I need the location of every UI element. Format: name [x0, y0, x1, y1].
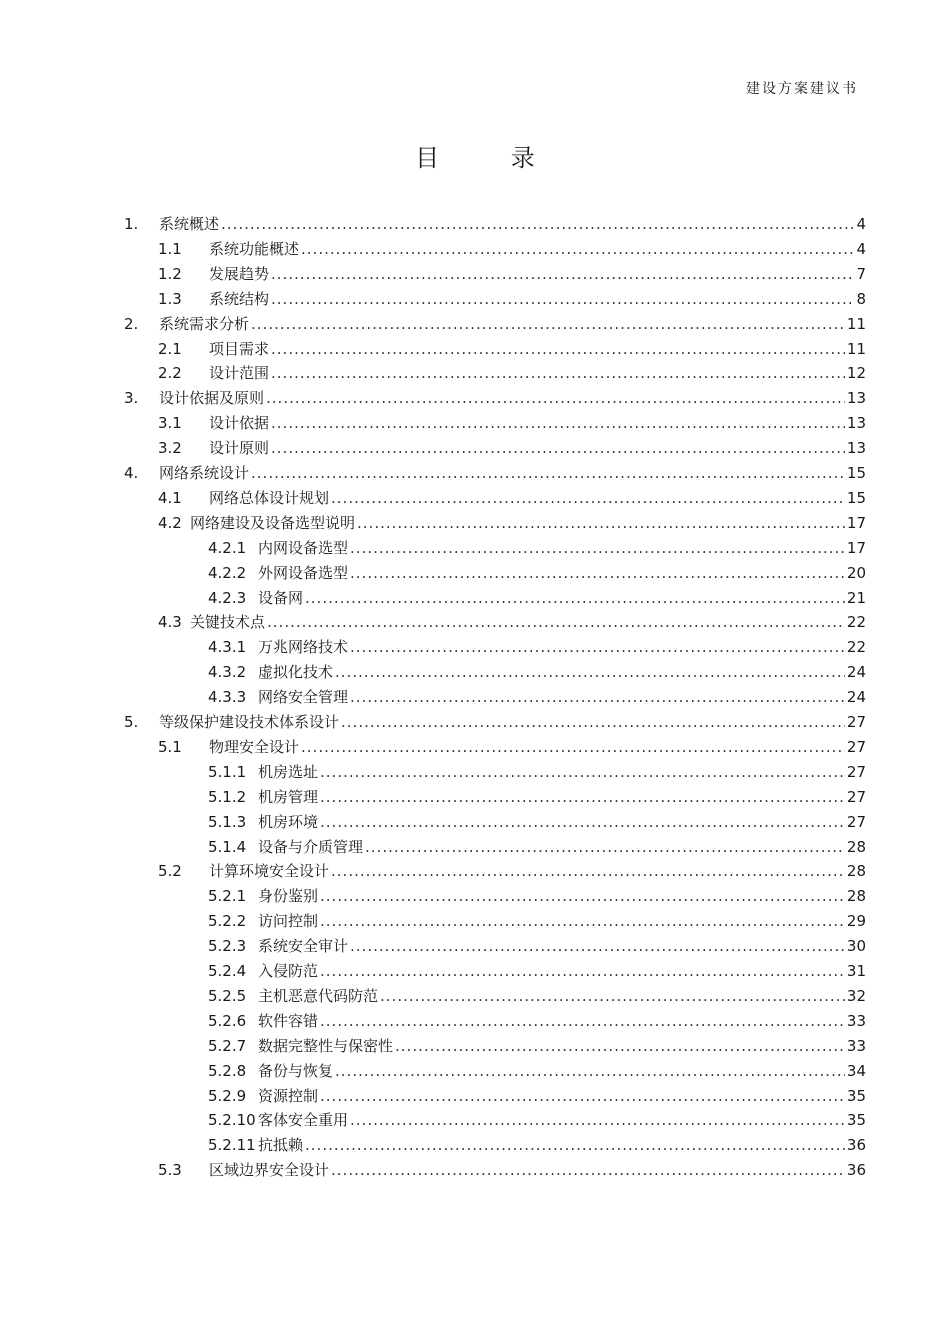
- toc-entry-page: 22: [846, 638, 866, 657]
- toc-entry-page: 8: [856, 289, 866, 308]
- toc-dot-leader: [221, 213, 854, 235]
- toc-dot-leader: [320, 811, 845, 833]
- toc-entry[interactable]: [158, 487, 866, 509]
- toc-entry[interactable]: [158, 437, 866, 459]
- toc-dot-leader: [320, 885, 845, 907]
- toc-entry-number: 5.2.10: [208, 1111, 256, 1130]
- toc-entry-number: 4.: [124, 464, 139, 482]
- toc-dot-leader: [271, 263, 854, 285]
- toc-entry-page: 28: [846, 837, 866, 856]
- toc-entry-title: 等级保护建设技术体系设计: [159, 713, 340, 731]
- toc-entry-title: 系统功能概述: [209, 239, 300, 258]
- toc-dot-leader: [357, 512, 845, 534]
- toc-entry-title: 万兆网络技术: [258, 638, 349, 657]
- toc-entry-title: 主机恶意代码防范: [258, 986, 379, 1005]
- toc-dot-leader: [301, 736, 845, 758]
- toc-entry-title: 设计依据: [209, 414, 270, 433]
- toc-entry-number: 4.2.1: [208, 538, 247, 557]
- toc-entry-page: 13: [846, 439, 866, 458]
- toc-entry-number: 1.3: [158, 289, 182, 308]
- toc-entry-number: 5.1.3: [208, 812, 247, 831]
- toc-entry-page: 27: [846, 787, 866, 806]
- toc-dot-leader: [335, 661, 845, 683]
- toc-entry[interactable]: [208, 1060, 866, 1082]
- toc-entry-page: 34: [846, 1061, 866, 1080]
- toc-entry-page: 21: [846, 588, 866, 607]
- toc-entry-number: 3.2: [158, 439, 182, 458]
- toc-entry-number: 4.1: [158, 488, 182, 507]
- toc-entry-page: 24: [846, 663, 866, 682]
- toc-entry-page: 27: [846, 812, 866, 831]
- toc-entry-title: 发展趋势: [209, 264, 270, 283]
- toc-entry-title: 网络总体设计规划: [209, 488, 330, 507]
- toc-entry-page: 24: [846, 688, 866, 707]
- toc-entry-title: 资源控制: [258, 1086, 319, 1105]
- toc-entry-title: 设计依据及原则: [159, 389, 265, 408]
- toc-entry[interactable]: [124, 462, 866, 484]
- toc-entry-title: 外网设备选型: [258, 563, 349, 582]
- toc-entry-page: 33: [846, 1036, 866, 1055]
- toc-entry-page: 33: [846, 1011, 866, 1030]
- toc-entry[interactable]: [158, 860, 866, 882]
- toc-entry-page: 36: [846, 1161, 866, 1180]
- toc-dot-leader: [350, 935, 845, 957]
- toc-entry-number: 4.3.1: [208, 638, 247, 657]
- toc-entry-page: 15: [846, 464, 866, 482]
- toc-dot-leader: [320, 761, 845, 783]
- toc-entry[interactable]: [158, 288, 866, 310]
- toc-dot-leader: [350, 1109, 845, 1131]
- toc-entry-number: 5.2.2: [208, 912, 247, 931]
- toc-entry-page: 12: [846, 364, 866, 383]
- toc-entry-title: 网络安全管理: [258, 688, 349, 707]
- toc-dot-leader: [380, 985, 845, 1007]
- page-title: 目 录: [415, 144, 567, 172]
- toc-dot-leader: [320, 910, 845, 932]
- toc-entry[interactable]: [208, 1035, 866, 1057]
- toc-entry-page: 17: [846, 538, 866, 557]
- toc-entry[interactable]: [124, 387, 866, 409]
- toc-dot-leader: [331, 1159, 845, 1181]
- toc-dot-leader: [271, 338, 845, 360]
- toc-entry-title: 机房环境: [258, 812, 319, 831]
- toc-entry-number: 5.2.4: [208, 962, 247, 980]
- toc-entry-page: 30: [846, 937, 866, 956]
- toc-entry-title: 区域边界安全设计: [209, 1161, 330, 1180]
- toc-entry[interactable]: [158, 263, 866, 285]
- toc-entry-page: 20: [846, 563, 866, 582]
- toc-dot-leader: [350, 562, 845, 584]
- toc-entry[interactable]: [158, 611, 866, 633]
- toc-dot-leader: [271, 362, 845, 384]
- toc-entry-number: 5.2.6: [208, 1011, 247, 1030]
- toc-entry-page: 4: [856, 239, 866, 258]
- toc-entry-number: 5.2.1: [208, 887, 247, 906]
- toc-entry-page: 11: [846, 339, 866, 358]
- toc-entry[interactable]: [208, 811, 866, 833]
- toc-entry-title: 备份与恢复: [258, 1061, 334, 1080]
- toc-entry-title: 计算环境安全设计: [209, 862, 330, 881]
- toc-entry-page: 22: [846, 613, 866, 632]
- toc-entry-page: 13: [846, 414, 866, 433]
- toc-entry-number: 4.2.3: [208, 588, 247, 607]
- toc-dot-leader: [335, 1060, 845, 1082]
- toc-entry[interactable]: [158, 736, 866, 758]
- toc-entry-title: 抗抵赖: [258, 1136, 304, 1155]
- toc-entry[interactable]: [208, 1010, 866, 1032]
- toc-dot-leader: [251, 462, 845, 484]
- toc-entry[interactable]: [208, 686, 866, 708]
- toc-entry-title: 项目需求: [209, 339, 270, 358]
- toc-entry[interactable]: [208, 761, 866, 783]
- toc-dot-leader: [341, 711, 845, 733]
- toc-entry-number: 4.3.3: [208, 688, 247, 707]
- toc-entry[interactable]: [208, 587, 866, 609]
- toc-dot-leader: [320, 960, 845, 982]
- toc-dot-leader: [271, 437, 845, 459]
- toc-entry-number: 5.3: [158, 1161, 182, 1180]
- toc-dot-leader: [320, 1085, 845, 1107]
- toc-entry-page: 17: [846, 513, 866, 532]
- toc-dot-leader: [350, 537, 845, 559]
- toc-entry-number: 5.2.3: [208, 937, 247, 956]
- toc-entry-title: 数据完整性与保密性: [258, 1036, 394, 1055]
- toc-entry-number: 5.1: [158, 737, 182, 756]
- toc-entry-title: 网络建设及设备选型说明: [190, 513, 356, 532]
- toc-entry[interactable]: [208, 985, 866, 1007]
- toc-entry[interactable]: [208, 786, 866, 808]
- toc-dot-leader: [271, 412, 845, 434]
- toc-dot-leader: [350, 636, 845, 658]
- toc-entry-title: 设备与介质管理: [258, 837, 364, 856]
- toc-entry[interactable]: [124, 313, 866, 335]
- toc-entry-number: 1.: [124, 215, 139, 233]
- toc-entry-page: 35: [846, 1111, 866, 1130]
- toc-entry-number: 2.: [124, 314, 139, 333]
- toc-entry[interactable]: [124, 711, 866, 733]
- toc-entry-title: 设计原则: [209, 439, 270, 458]
- toc-entry-page: 29: [846, 912, 866, 931]
- toc-entry-page: 27: [846, 737, 866, 756]
- toc-entry-title: 物理安全设计: [209, 737, 300, 756]
- toc-entry-title: 机房管理: [258, 787, 319, 806]
- toc-entry[interactable]: [208, 910, 866, 932]
- toc-entry[interactable]: [208, 960, 866, 982]
- toc-dot-leader: [271, 288, 854, 310]
- toc-entry-page: 15: [846, 488, 866, 507]
- toc-entry[interactable]: [208, 1134, 866, 1156]
- toc-entry-number: 4.2.2: [208, 563, 247, 582]
- toc-dot-leader: [331, 487, 845, 509]
- toc-entry-title: 系统安全审计: [258, 937, 349, 956]
- toc-entry-page: 35: [846, 1086, 866, 1105]
- page-header: 建设方案建议书: [746, 81, 858, 97]
- toc-entry-number: 1.2: [158, 264, 182, 283]
- toc-entry[interactable]: [124, 213, 866, 235]
- toc-entry-number: 5.1.1: [208, 762, 247, 781]
- toc-entry[interactable]: [158, 1159, 866, 1181]
- toc-entry-title: 身份鉴别: [258, 887, 319, 906]
- toc-entry-title: 设备网: [258, 588, 304, 607]
- toc-entry-number: 2.2: [158, 364, 182, 383]
- toc-entry[interactable]: [158, 512, 866, 534]
- toc-entry[interactable]: [208, 562, 866, 584]
- toc-entry-number: 3.: [124, 389, 139, 408]
- toc-entry-number: 1.1: [158, 239, 182, 258]
- toc-entry-title: 系统结构: [209, 289, 270, 308]
- toc-dot-leader: [267, 611, 845, 633]
- toc-dot-leader: [365, 836, 845, 858]
- toc-entry[interactable]: [208, 1085, 866, 1107]
- toc-entry-page: 13: [846, 389, 866, 408]
- toc-entry-number: 5.2: [158, 862, 182, 881]
- toc-entry-page: 4: [856, 215, 866, 233]
- toc-entry[interactable]: [208, 935, 866, 957]
- toc-entry-title: 系统概述: [159, 215, 220, 233]
- toc-entry-page: 36: [846, 1136, 866, 1155]
- toc-entry-title: 关键技术点: [190, 613, 266, 632]
- toc-entry-number: 4.3.2: [208, 663, 247, 682]
- toc-entry-title: 网络系统设计: [159, 464, 250, 482]
- toc-entry-title: 访问控制: [258, 912, 319, 931]
- toc-entry-page: 11: [846, 314, 866, 333]
- toc-entry-title: 虚拟化技术: [258, 663, 334, 682]
- toc-dot-leader: [301, 238, 854, 260]
- toc-entry[interactable]: [158, 238, 866, 260]
- toc-dot-leader: [350, 686, 845, 708]
- toc-entry-title: 内网设备选型: [258, 538, 349, 557]
- toc-entry-number: 5.1.2: [208, 787, 247, 806]
- toc-entry-title: 机房选址: [258, 762, 319, 781]
- toc-entry-number: 5.2.7: [208, 1036, 247, 1055]
- toc-entry-title: 软件容错: [258, 1011, 319, 1030]
- toc-dot-leader: [320, 786, 845, 808]
- toc-entry-title: 设计范围: [209, 364, 270, 383]
- toc-entry-page: 32: [846, 986, 866, 1005]
- toc-entry-number: 4.3: [158, 613, 182, 632]
- toc-entry[interactable]: [158, 362, 866, 384]
- toc-entry[interactable]: [208, 636, 866, 658]
- toc-entry[interactable]: [208, 836, 866, 858]
- toc-entry-number: 5.2.11: [208, 1136, 256, 1155]
- toc-entry-number: 5.2.9: [208, 1086, 247, 1105]
- toc-dot-leader: [266, 387, 845, 409]
- toc-dot-leader: [305, 1134, 845, 1156]
- toc-entry-number: 2.1: [158, 339, 182, 358]
- toc-dot-leader: [305, 587, 845, 609]
- toc-dot-leader: [320, 1010, 845, 1032]
- toc-entry-page: 28: [846, 887, 866, 906]
- toc-dot-leader: [251, 313, 845, 335]
- toc-dot-leader: [331, 860, 845, 882]
- toc-entry-title: 客体安全重用: [258, 1111, 349, 1130]
- toc-entry-page: 27: [846, 713, 866, 731]
- toc-entry-number: 5.2.5: [208, 986, 247, 1005]
- toc-entry[interactable]: [208, 885, 866, 907]
- toc-entry-title: 入侵防范: [258, 962, 319, 980]
- toc-entry[interactable]: [208, 1109, 866, 1131]
- toc-dot-leader: [395, 1035, 845, 1057]
- toc-entry[interactable]: [158, 338, 866, 360]
- toc-entry-number: 3.1: [158, 414, 182, 433]
- toc-entry[interactable]: [208, 661, 866, 683]
- toc-entry-number: 4.2: [158, 513, 182, 532]
- toc-entry-number: 5.1.4: [208, 837, 247, 856]
- toc-entry-page: 28: [846, 862, 866, 881]
- toc-entry-number: 5.2.8: [208, 1061, 247, 1080]
- toc-entry-page: 7: [856, 264, 866, 283]
- toc-entry[interactable]: [208, 537, 866, 559]
- toc-entry-page: 31: [846, 962, 866, 980]
- toc-entry[interactable]: [158, 412, 866, 434]
- toc-entry-number: 5.: [124, 713, 139, 731]
- toc-entry-title: 系统需求分析: [159, 314, 250, 333]
- toc-entry-page: 27: [846, 762, 866, 781]
